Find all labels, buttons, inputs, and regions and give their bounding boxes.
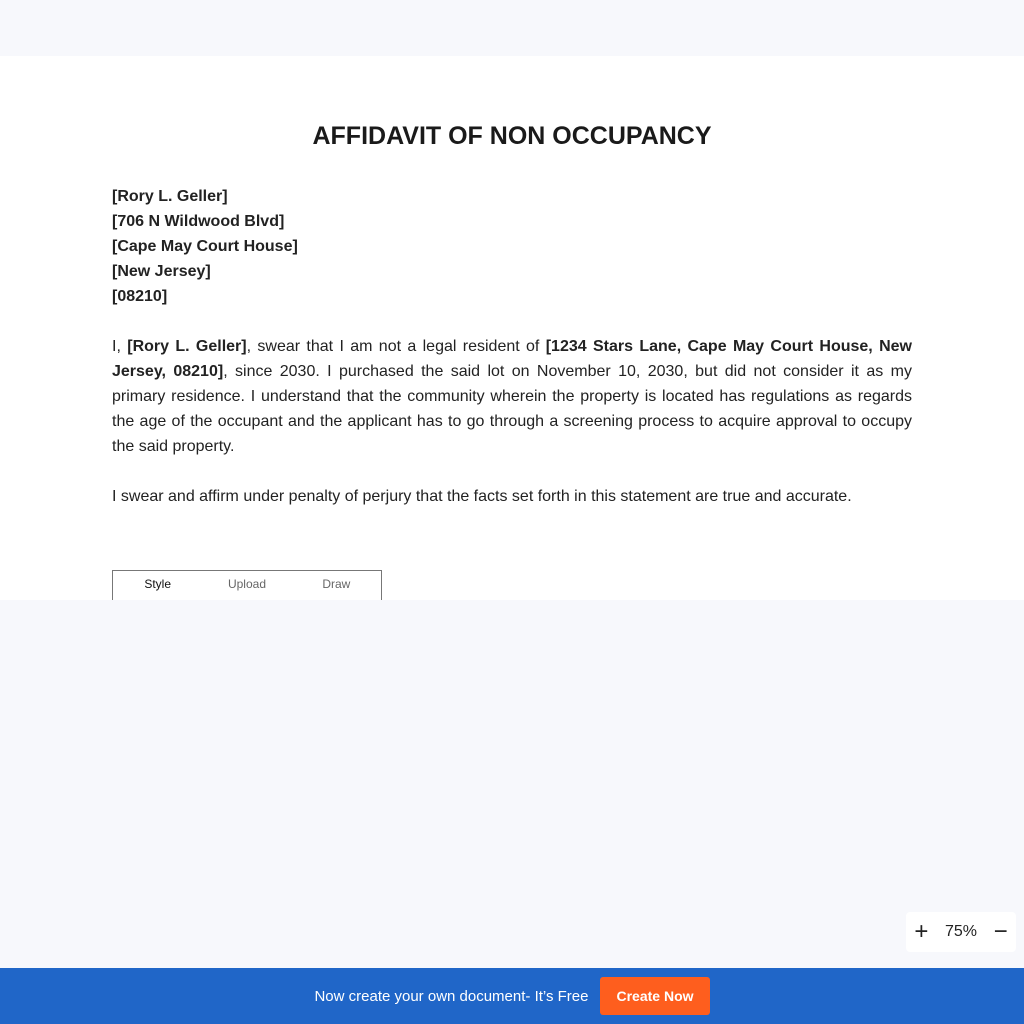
create-now-button[interactable]: Create Now [600, 977, 709, 1015]
address-zip: [08210] [112, 288, 168, 305]
text: I, [112, 338, 128, 355]
address-block [112, 184, 298, 309]
tab-style[interactable]: Style [144, 577, 171, 591]
zoom-level: 75% [944, 923, 977, 940]
address-state: [New Jersey] [112, 263, 211, 280]
text: , swear that I am not a legal resident of [246, 338, 546, 355]
signature-tabs [112, 570, 382, 600]
tab-draw[interactable]: Draw [322, 577, 351, 591]
footer-banner [0, 968, 1024, 1024]
zoom-in-button[interactable]: + [914, 918, 929, 945]
property-address: [1234 Stars Lane, Cape May Court House, New Jersey, 08210] [112, 338, 912, 380]
footer-text: Now create your own document- It’s Free [314, 987, 589, 1005]
tab-upload[interactable]: Upload [227, 577, 266, 591]
affirmation-paragraph: I swear and affirm under penalty of perjury that the facts set forth in this statement are true and accurate. [112, 488, 852, 505]
document-title: AFFIDAVIT OF NON OCCUPANCY [312, 122, 712, 150]
address-city: [Cape May Court House] [112, 238, 298, 255]
address-name: [Rory L. Geller] [112, 188, 228, 205]
affiant-name: [Rory L. Geller] [127, 338, 247, 355]
zoom-control [906, 912, 1016, 952]
zoom-out-button[interactable]: − [993, 918, 1008, 945]
address-street: [706 N Wildwood Blvd] [112, 213, 285, 230]
affidavit-paragraph [112, 334, 912, 459]
text: , since 2030. I purchased the said lot on November 10, 2030, but did not consider it as my primary residence. I understand that the community wherein the property is located has regulations as regards the age of the occupant and the applicant has to go through a screening process to acquire approval to occupy the said property. [112, 363, 912, 455]
document-page [0, 56, 1024, 600]
